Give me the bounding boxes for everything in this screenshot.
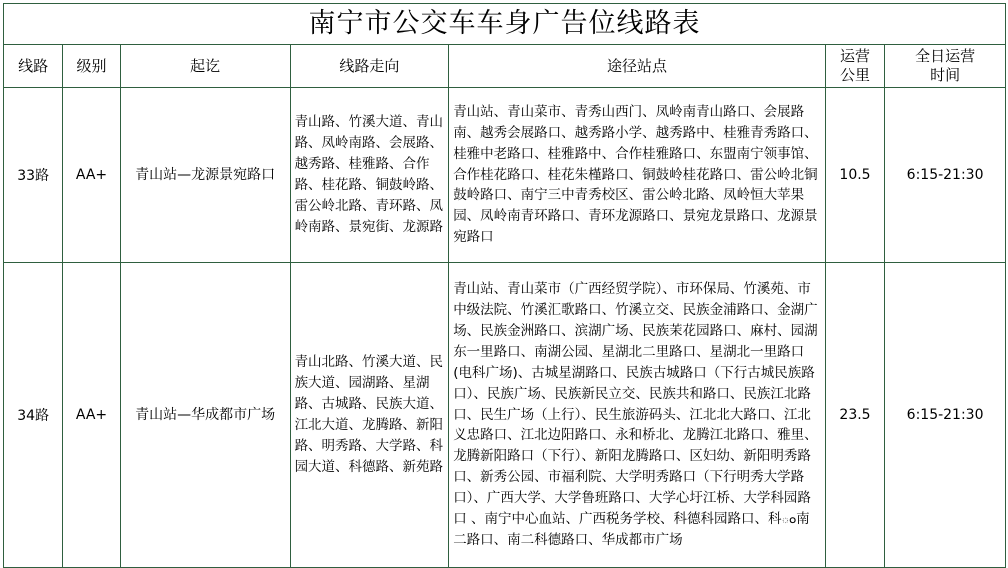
column-header-direction: 线路走向 bbox=[290, 45, 449, 88]
cell-time: 6:15-21:30 bbox=[885, 263, 1006, 568]
cell-stops: 青山站、青山菜市、青秀山西门、凤岭南青山路口、会展路南、越秀会展路口、越秀路小学、越秀路中、桂雅青秀路口、桂雅中老路口、桂雅路中、合作桂雅路口、东盟南宁领事馆、合作桂花路口、桂花朱槿路口、铜鼓岭桂花路口、雷公岭北铜鼓岭路口、南宁三中青秀校区、雷公岭北路、凤岭恒大苹果园、凤岭南青环路口、青环龙源路口、景宛龙景路口、龙源景宛路口 bbox=[449, 88, 826, 263]
column-header-km bbox=[825, 45, 884, 88]
column-header-time-line2: 时间 bbox=[930, 66, 961, 84]
cell-direction: 青山路、竹溪大道、青山路、凤岭南路、会展路、越秀路、桂雅路、合作路、桂花路、铜鼓岭路、雷公岭北路、青环路、凤岭南路、景宛街、龙源路 bbox=[290, 88, 449, 263]
column-header-stops: 途径站点 bbox=[449, 45, 826, 88]
cell-route: 33路 bbox=[4, 88, 63, 263]
cell-endpoints: 青山站—龙源景宛路口 bbox=[120, 88, 290, 263]
table-row bbox=[4, 263, 1006, 568]
cell-stops: 青山站、青山菜市（广西经贸学院）、市环保局、竹溪苑、市中级法院、竹溪汇歌路口、竹溪立交、民族金浦路口、金湖广场、民族金洲路口、滨湖广场、民族茉花园路口、麻村、园湖东一里路口、南湖公园、星湖北二里路口、星湖北一里路口(电科广场)、古城星湖路口、民族古城路口（下行古城民族路口）、民族广场、民族新民立交、民族共和路口、民族江北路口、民生广场（上行）、民生旅游码头、江北北大路口、江北义忠路口、江北边阳路口、永和桥北、龙腾江北路口、雅里、龙腾新阳路口（下行）、新阳龙腾路口、区妇幼、新阳明秀路口、新秀公园、市福利院、大学明秀路口（下行明秀大学路口）、广西大学、大学鲁班路口、大学心圩江桥、大学科园路口 、南宁中心血站、广西税务学校、科德科园路口、科ం南二路口、南二科德路口、华成都市广场 bbox=[449, 263, 826, 568]
page-title: 南宁市公交车车身广告位线路表 bbox=[4, 4, 1006, 45]
cell-direction: 青山北路、竹溪大道、民族大道、园湖路、星湖路、古城路、民族大道、江北大道、龙腾路、新阳路、明秀路、大学路、科园大道、科德路、新苑路 bbox=[290, 263, 449, 568]
cell-route: 34路 bbox=[4, 263, 63, 568]
cell-level: AA+ bbox=[63, 88, 120, 263]
column-header-level: 级别 bbox=[63, 45, 120, 88]
table-header-row bbox=[4, 45, 1006, 88]
table-title-row bbox=[4, 4, 1006, 45]
column-header-endpoints: 起讫 bbox=[120, 45, 290, 88]
bus-route-table bbox=[3, 3, 1006, 568]
column-header-time bbox=[885, 45, 1006, 88]
cell-km: 10.5 bbox=[825, 88, 884, 263]
column-header-km-line2: 公里 bbox=[839, 66, 870, 84]
table-row bbox=[4, 88, 1006, 263]
cell-time: 6:15-21:30 bbox=[885, 88, 1006, 263]
cell-level: AA+ bbox=[63, 263, 120, 568]
column-header-time-line1: 全日运营 bbox=[915, 47, 976, 66]
column-header-route: 线路 bbox=[4, 45, 63, 88]
column-header-km-line1: 运营 bbox=[839, 47, 870, 66]
cell-endpoints: 青山站—华成都市广场 bbox=[120, 263, 290, 568]
document-page bbox=[0, 3, 1008, 568]
cell-km: 23.5 bbox=[825, 263, 884, 568]
